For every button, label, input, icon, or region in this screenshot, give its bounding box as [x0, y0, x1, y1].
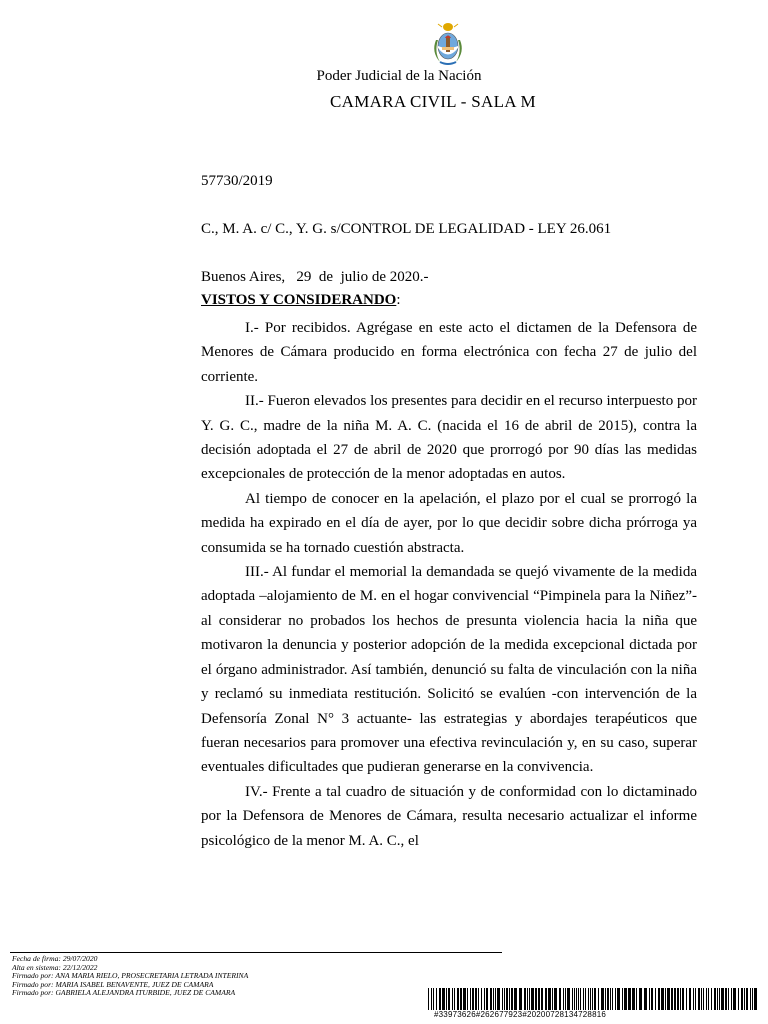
barcode-bar [667, 988, 670, 1010]
barcode-bar [693, 988, 694, 1010]
barcode-bar [615, 988, 616, 1010]
barcode-bar [708, 988, 709, 1010]
barcode-bar [457, 988, 459, 1010]
barcode-bar [717, 988, 718, 1010]
barcode-bar [636, 988, 637, 1010]
barcode-bar [583, 988, 584, 1010]
system-date: Alta en sistema: 22/12/2022 [12, 962, 98, 972]
barcode-bar [651, 988, 653, 1010]
signer-line: Firmado por: GABRIELA ALEJANDRA ITURBIDE, JUEZ DE CAMARA [12, 988, 236, 998]
barcode-bar [677, 988, 679, 1010]
barcode-bar [592, 988, 593, 1010]
barcode-bar [689, 988, 691, 1010]
barcode-bar [598, 988, 599, 1010]
barcode-bar [439, 988, 441, 1010]
barcode-bar [433, 988, 434, 1010]
barcode-bar [446, 988, 447, 1010]
barcode-bar [509, 988, 510, 1010]
section-heading-colon: : [396, 292, 401, 308]
barcode-bar [605, 988, 606, 1010]
barcode-bar [711, 988, 712, 1010]
barcode-bar [481, 988, 482, 1010]
barcode-bar [529, 988, 530, 1010]
barcode-bar [572, 988, 573, 1010]
barcode-bar [628, 988, 631, 1010]
barcode-bar [519, 988, 522, 1010]
barcode-bar [703, 988, 704, 1010]
signature-footer [12, 955, 248, 998]
barcode-bar [454, 988, 455, 1010]
barcode-bar [585, 988, 586, 1010]
barcode-number: #33973626#262677923#20200728134728816 [434, 1010, 607, 1019]
barcode-bar [639, 988, 642, 1010]
coat-of-arms-icon [428, 22, 468, 66]
barcode-bar [559, 988, 561, 1010]
barcode-bar [601, 988, 604, 1010]
barcode-bar [719, 988, 720, 1010]
case-number: 57730/2019 [201, 173, 273, 189]
barcode-bar [535, 988, 537, 1010]
paragraph: Al tiempo de conocer en la apelación, el plazo por el cual se prorrogó la medida ha expirado en el día de ayer, por lo que decidir sobre dicha prórroga ya consumida se ha tornado cuestión abstracta. [201, 490, 697, 556]
barcode-bar [580, 988, 581, 1010]
barcode-bar [588, 988, 589, 1010]
barcode-bar [738, 988, 739, 1010]
barcode-bar [475, 988, 477, 1010]
barcode-bar [674, 988, 676, 1010]
barcode-bar [671, 988, 673, 1010]
barcode-bar [431, 988, 432, 1010]
barcode-bar [725, 988, 727, 1010]
barcode-bar [511, 988, 513, 1010]
barcode-bar [452, 988, 453, 1010]
paragraph: II.- Fueron elevados los presentes para decidir en el recurso interpuesto por Y. G. C., madre de la niña M. A. C. (nacida el 16 de abril de 2015), contra la decisión adoptada el 27 de abril de 2020 que prorrogó por 90 días las medidas excepcionales de protección de la menor adoptadas en autos. [201, 393, 697, 483]
barcode-bar [658, 988, 660, 1010]
barcode-bar [728, 988, 729, 1010]
barcode-bar [680, 988, 681, 1010]
paragraph: I.- Por recibidos. Agrégase en este acto el dictamen de la Defensora de Menores de Cámara producido en forma electrónica con fecha 27 de julio del corriente. [201, 320, 697, 385]
barcode-bar [470, 988, 471, 1010]
barcode-bar [428, 988, 429, 1010]
barcode-bar [495, 988, 496, 1010]
barcode-bar [467, 988, 468, 1010]
barcode-bar [574, 988, 575, 1010]
barcode-bar [493, 988, 494, 1010]
institution-header: Poder Judicial de la Nación [316, 68, 482, 84]
date-line: Buenos Aires, 29 de julio de 2020.- [201, 269, 429, 285]
barcode-bar [754, 988, 757, 1010]
document-body [201, 316, 697, 853]
barcode-bar [514, 988, 517, 1010]
barcode-bar [655, 988, 656, 1010]
barcode-bar [644, 988, 647, 1010]
barcode-bar [541, 988, 543, 1010]
barcode-bar [576, 988, 577, 1010]
paragraph: IV.- Frente a tal cuadro de situación y de conformidad con lo dictaminado por la Defensora de Menores de Cámara, resulta necesario actualizar el informe psicológico de la menor M. A. C., el [201, 783, 697, 849]
barcode-bar [486, 988, 488, 1010]
barcode-bar [578, 988, 579, 1010]
chamber-header-text: CAMARA CIVIL - SALA M [330, 92, 536, 111]
signature-date: Fecha de firma: 29/07/2020 [12, 954, 98, 963]
barcode-bar [448, 988, 450, 1010]
barcode-bar [563, 988, 564, 1010]
barcode-bar [665, 988, 666, 1010]
barcode-bar [649, 988, 650, 1010]
barcode-bar [682, 988, 684, 1010]
barcode-bar [624, 988, 627, 1010]
barcode-bar [567, 988, 570, 1010]
barcode-bar [721, 988, 724, 1010]
barcode-bar [472, 988, 474, 1010]
barcode-bar [478, 988, 479, 1010]
barcode-bar [460, 988, 462, 1010]
barcode-bar [706, 988, 707, 1010]
footer-divider [10, 952, 502, 953]
barcode-bar [436, 988, 437, 1010]
barcode-bar [490, 988, 492, 1010]
barcode-bar [612, 988, 613, 1010]
barcode-bar [686, 988, 687, 1010]
barcode-bar [594, 988, 596, 1010]
signer-line: Firmado por: MARIA ISABEL BENAVENTE, JUEZ DE CAMARA [12, 979, 214, 989]
barcode-bar [741, 988, 743, 1010]
barcode-bar [661, 988, 664, 1010]
section-heading [201, 292, 401, 309]
barcode-image [428, 988, 760, 1010]
barcode-bar [538, 988, 540, 1010]
barcode-bar [733, 988, 736, 1010]
barcode-bar [502, 988, 503, 1010]
barcode-bar [548, 988, 551, 1010]
barcode-bar [463, 988, 466, 1010]
barcode-bar [731, 988, 732, 1010]
barcode-bar [531, 988, 534, 1010]
barcode-bar [504, 988, 505, 1010]
barcode-bar [554, 988, 557, 1010]
section-heading-text: VISTOS Y CONSIDERANDO [201, 292, 397, 308]
barcode-bar [610, 988, 611, 1010]
barcode-bar [701, 988, 702, 1010]
barcode-bar [750, 988, 751, 1010]
barcode-bar [497, 988, 500, 1010]
barcode-bar [744, 988, 745, 1010]
barcode-bar [695, 988, 696, 1010]
barcode-bar [632, 988, 635, 1010]
barcode-bar [484, 988, 485, 1010]
barcode-bar [552, 988, 553, 1010]
signer-line: Firmado por: ANA MARIA RIELO, PROSECRETARIA LETRADA INTERINA [12, 971, 249, 981]
barcode-bar [565, 988, 566, 1010]
barcode-bar [524, 988, 526, 1010]
barcode-bar [698, 988, 700, 1010]
barcode-bar [545, 988, 547, 1010]
barcode-bar [714, 988, 716, 1010]
barcode-bar [617, 988, 620, 1010]
barcode-bar [752, 988, 753, 1010]
barcode-bar [746, 988, 748, 1010]
barcode-bar [622, 988, 623, 1010]
barcode-bar [442, 988, 445, 1010]
barcode-bar [506, 988, 508, 1010]
case-caption: C., M. A. c/ C., Y. G. s/CONTROL DE LEGALIDAD - LEY 26.061 [201, 221, 612, 237]
barcode-bar [590, 988, 591, 1010]
barcode-bar [607, 988, 609, 1010]
barcode-bar [527, 988, 528, 1010]
paragraph: III.- Al fundar el memorial la demandada se quejó vivamente de la medida adoptada –alojamiento de M. en el hogar convivencial “Pimpinela para la Niñez”- al considerar no probados los hechos de presunta violencia hacia la niña que motivaron la denuncia y posterior adopción de la medida excepcional dictada por el órgano administrador. Así también, denunció su falta de vinculación con la niña y reclamó su inmediata restitución. Solicitó se evalúen -con intervención de la Defensoría Zonal N° 3 actuante- las estrategias y abordajes terapéuticos que fueran necesarios para promover una efectiva revinculación y, en su caso, superar eventuales dificultades que pudieran generarse en la convivencia. [201, 564, 697, 776]
